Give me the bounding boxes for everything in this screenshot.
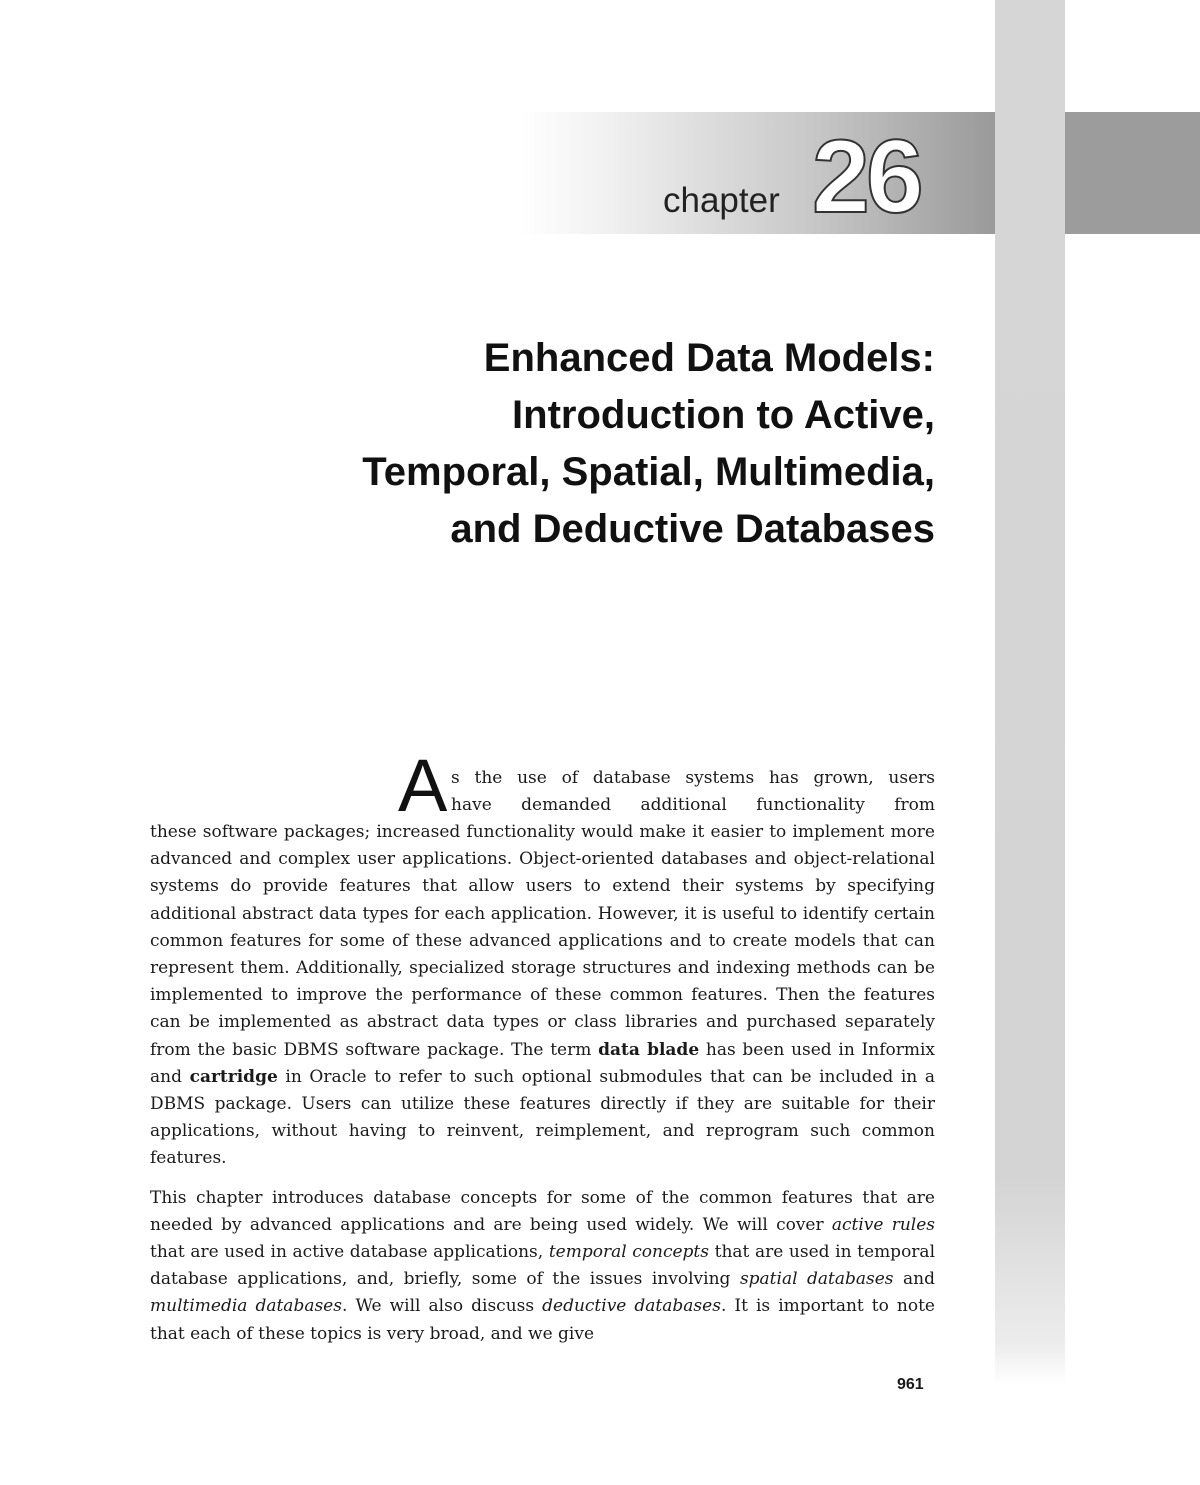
chapter-banner-tab <box>1065 112 1200 234</box>
emphasis-deductive-databases: deductive databases <box>542 1296 721 1317</box>
emphasis-active-rules: active rules <box>831 1214 936 1235</box>
body-text <box>150 819 935 1348</box>
drop-cap: A <box>398 744 448 827</box>
text-run: in Oracle to refer to such optional submodules that can be included in a DBMS package. Users can utilize these features directly if they are suitable for their applications, without having to reinvent, reimplement, and reprogram such common features. <box>150 1066 935 1169</box>
paragraph-2 <box>150 1185 935 1348</box>
text-run: and <box>893 1269 935 1290</box>
chapter-number: 26 <box>812 119 920 235</box>
intro-lead-line: s the use of database systems has grown, users <box>451 768 935 788</box>
intro-lead-lines <box>451 765 935 819</box>
text-run: these software packages; increased functionality would make it easier to implement more advanced and complex user applications. Object-oriented databases and object-relational systems do provide features that allow users to extend their systems by specifying additional abstract data types for each application. However, it is useful to identify certain common features for some of these advanced applications and to create models that can represent them. Additionally, specialized storage structures and indexing methods can be implemented to improve the performance of these common features. Then the features can be implemented as abstract data types or class libraries and purchased separately from the basic DBMS software package. The term <box>150 822 935 1060</box>
chapter-title <box>175 330 935 558</box>
text-run: . We will also discuss <box>341 1296 543 1317</box>
page-number: 961 <box>897 1376 924 1393</box>
text-run: This chapter introduces database concepts for some of the common features that are needed by advanced applications and are being used widely. We will cover <box>150 1187 935 1235</box>
emphasis-multimedia-databases: multimedia databases <box>150 1296 342 1317</box>
title-line: Introduction to Active, <box>512 393 935 437</box>
emphasis-spatial-databases: spatial databases <box>739 1269 894 1290</box>
emphasis-temporal-concepts: temporal concepts <box>548 1242 709 1263</box>
text-run: has been used in Informix and <box>150 1039 935 1087</box>
intro-opening <box>398 744 935 827</box>
paragraph-1 <box>150 819 935 1173</box>
chapter-label: chapter <box>663 181 780 220</box>
text-run: . It is important to note that each of these topics is very broad, and we give <box>150 1296 935 1344</box>
side-margin-strip <box>995 0 1065 1385</box>
title-line: and Deductive Databases <box>450 507 935 551</box>
text-run: that are used in active database applications, <box>150 1242 549 1263</box>
intro-lead-line: have demanded additional functionality from <box>451 795 935 815</box>
title-line: Enhanced Data Models: <box>483 336 935 380</box>
term-cartridge: cartridge <box>189 1066 278 1087</box>
text-run: that are used in temporal database applications, and, briefly, some of the issues involving <box>150 1242 935 1290</box>
term-data-blade: data blade <box>598 1039 700 1060</box>
title-line: Temporal, Spatial, Multimedia, <box>362 450 935 494</box>
